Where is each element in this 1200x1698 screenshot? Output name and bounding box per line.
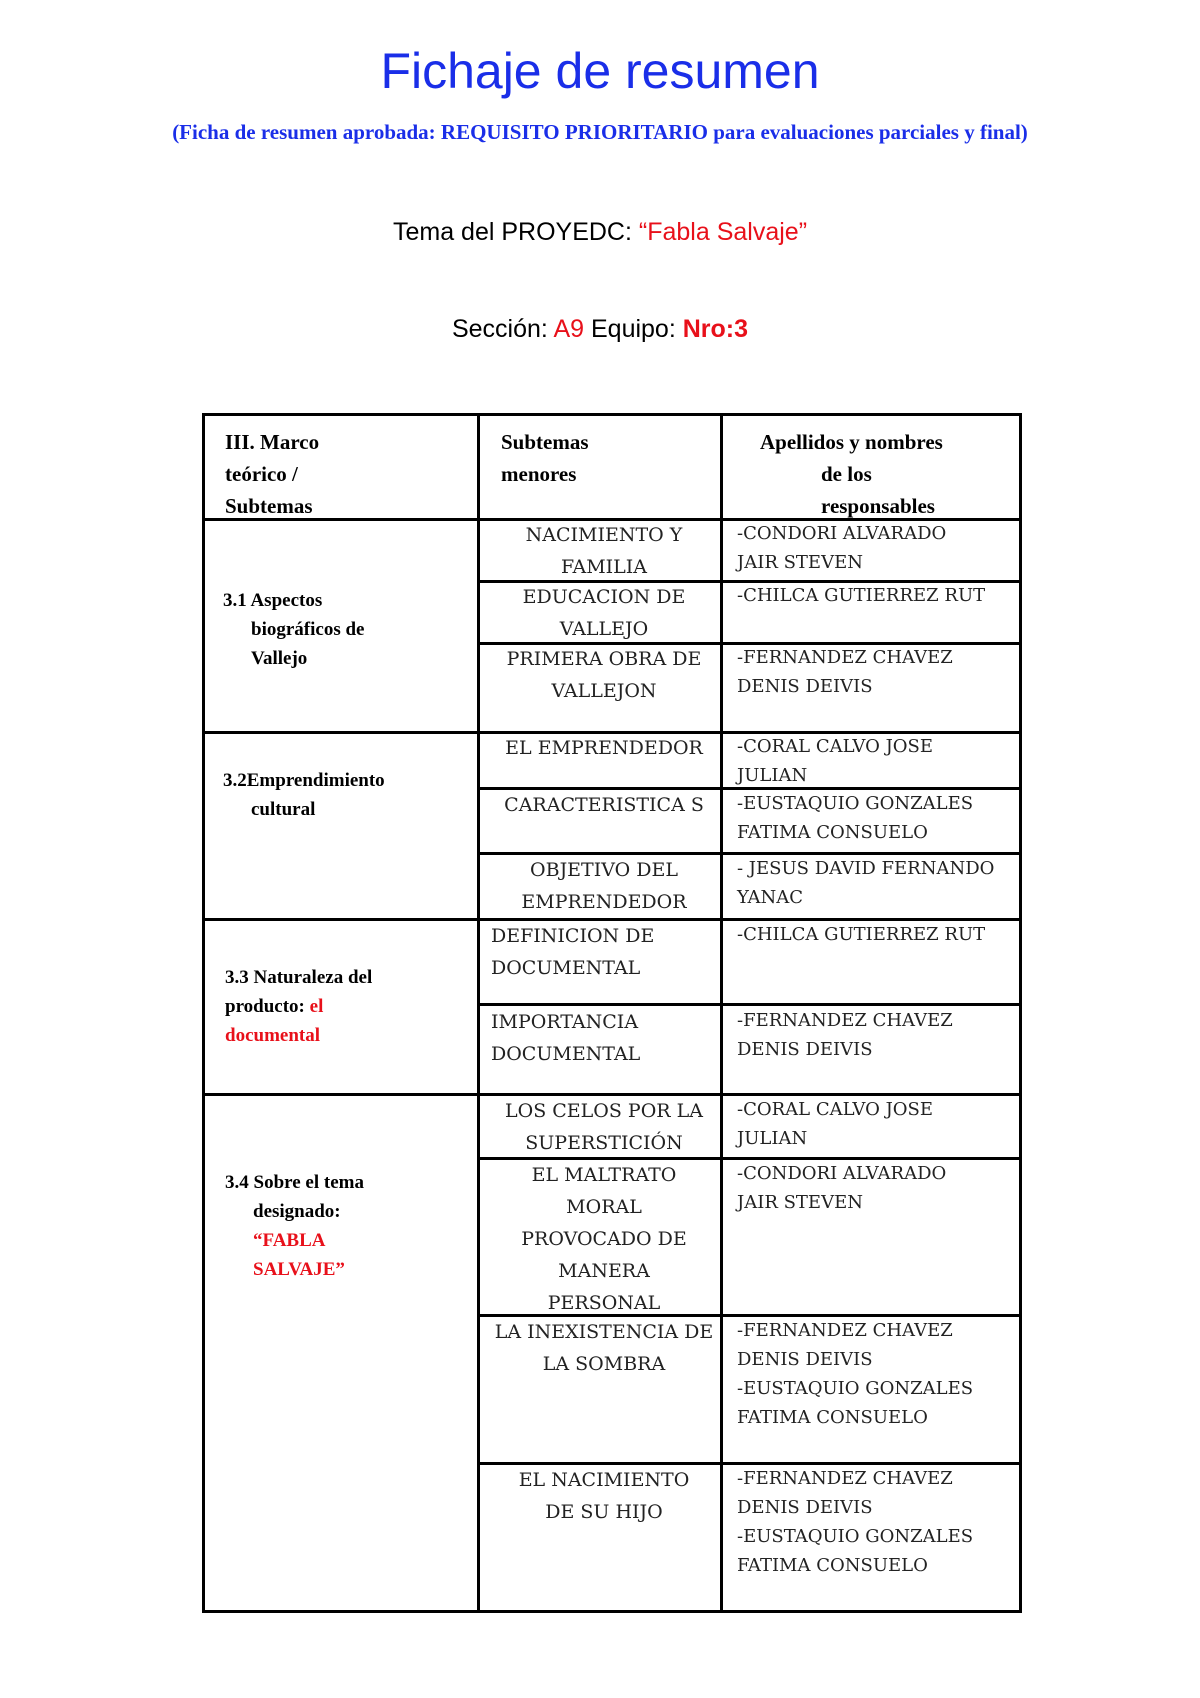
subtema-cell: EL EMPRENDEDOR xyxy=(505,737,703,759)
tema-value: “Fabla Salvaje” xyxy=(638,218,808,246)
subtema-cell: DEFINICION DE DOCUMENTAL xyxy=(491,925,655,979)
header-subtemas: Subtemas menores xyxy=(501,430,589,486)
subtema-cell: PRIMERA OBRA DE VALLEJON xyxy=(506,648,702,702)
seccion-line xyxy=(0,315,1200,344)
responsable-cell: -EUSTAQUIO GONZALES FATIMA CONSUELO xyxy=(737,793,974,843)
header-responsables: Apellidos y nombres de los responsables xyxy=(760,430,943,518)
section-3-3: 3.3 Naturaleza del producto: el documental xyxy=(225,967,373,1046)
responsable-cell: -CHILCA GUTIERREZ RUT xyxy=(737,924,986,945)
responsable-cell: -FERNANDEZ CHAVEZ DENIS DEIVIS xyxy=(737,647,953,697)
column-divider xyxy=(477,416,480,1610)
subtema-cell: EDUCACION DE VALLEJO xyxy=(522,586,686,640)
subtema-cell: IMPORTANCIA DOCUMENTAL xyxy=(491,1011,641,1065)
tema-line xyxy=(0,218,1200,247)
header-marco: III. Marco teórico / Subtemas xyxy=(225,430,320,518)
responsable-cell: - JESUS DAVID FERNANDO YANAC xyxy=(737,858,995,908)
section-3-2: 3.2Emprendimiento cultural xyxy=(223,770,385,820)
subtema-cell: EL NACIMIENTO DE SU HIJO xyxy=(518,1469,690,1523)
equipo-label: Equipo: xyxy=(590,315,676,343)
responsable-cell: -FERNANDEZ CHAVEZ DENIS DEIVIS -EUSTAQUIO GONZALES FATIMA CONSUELO xyxy=(737,1320,974,1428)
subtema-cell: CARACTERISTICA S xyxy=(504,794,704,816)
responsable-cell: -CONDORI ALVARADO JAIR STEVEN xyxy=(737,1163,947,1213)
subtema-cell: NACIMIENTO Y FAMILIA xyxy=(525,524,683,578)
subtema-cell: EL MALTRATO MORAL PROVOCADO DE MANERA PERSONAL xyxy=(521,1164,687,1314)
seccion-label: Sección: xyxy=(451,315,548,343)
summary-table xyxy=(202,413,1022,1613)
responsable-cell: -CHILCA GUTIERREZ RUT xyxy=(737,585,986,606)
page-subtitle: (Ficha de resumen aprobada: REQUISITO PRIORITARIO para evaluaciones parciales y final) xyxy=(172,120,1028,144)
subtema-cell: LA INEXISTENCIA DE LA SOMBRA xyxy=(494,1321,714,1375)
equipo-value: Nro:3 xyxy=(682,315,749,343)
seccion-value: A9 xyxy=(553,315,585,343)
page-title: Fichaje de resumen xyxy=(380,43,820,99)
subtema-cell: OBJETIVO DEL EMPRENDEDOR xyxy=(521,859,687,913)
section-3-4: 3.4 Sobre el tema designado: “FABLA SALVAJE” xyxy=(225,1172,364,1280)
subtema-cell: LOS CELOS POR LA SUPERSTICIÓN xyxy=(505,1100,703,1154)
responsable-cell: -CORAL CALVO JOSE JULIAN xyxy=(737,1099,934,1149)
responsable-cell: -FERNANDEZ CHAVEZ DENIS DEIVIS -EUSTAQUIO GONZALES FATIMA CONSUELO xyxy=(737,1468,974,1576)
responsable-cell: -CORAL CALVO JOSE JULIAN xyxy=(737,736,934,786)
tema-label: Tema del PROYEDC: xyxy=(392,218,632,246)
responsable-cell: -CONDORI ALVARADO JAIR STEVEN xyxy=(737,523,947,573)
responsable-cell: -FERNANDEZ CHAVEZ DENIS DEIVIS xyxy=(737,1010,953,1060)
section-3-1: 3.1 Aspectos biográficos de Vallejo xyxy=(223,590,365,669)
